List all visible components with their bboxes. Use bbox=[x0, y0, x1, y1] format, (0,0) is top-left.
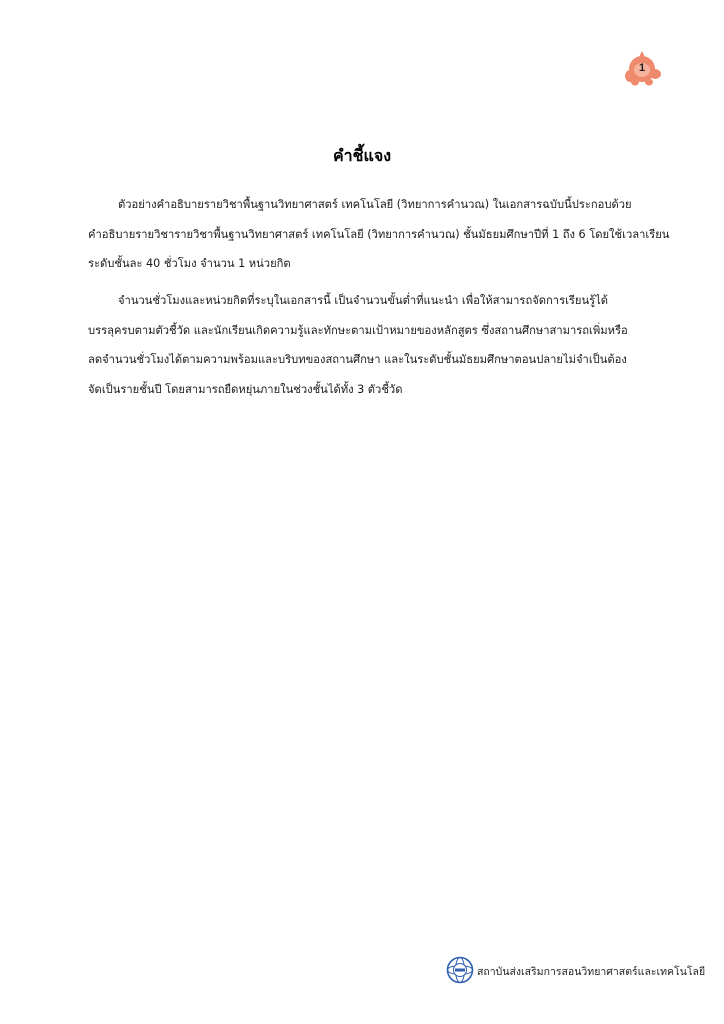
footer bbox=[446, 956, 706, 986]
footer-organization: สถาบันส่งเสริมการสอนวิทยาศาสตร์และเทคโนโลยี bbox=[477, 966, 706, 978]
paragraph-line: จำนวนชั่วโมงและหน่วยกิตที่ระบุในเอกสารนี้ เป็นจำนวนขั้นต่ำที่แนะนำ เพื่อให้สามารถจัดการเรียนรู้ได้ bbox=[118, 294, 609, 307]
paragraph-line: จัดเป็นรายชั้นปี โดยสามารถยืดหยุ่นภายในช่วงชั้นได้ทั้ง 3 ตัวชี้วัด bbox=[88, 382, 403, 396]
ipst-logo-icon bbox=[446, 956, 474, 984]
paragraph-line: คำอธิบายรายวิชารายวิชาพื้นฐานวิทยาศาสตร์ เทคโนโลยี (วิทยาการคำนวณ) ชั้นมัธยมศึกษาปีที่ 1 ถึง 6 โดยใช้เวลาเรียน bbox=[88, 227, 670, 241]
page-number-badge bbox=[622, 48, 668, 90]
page-number: 1 bbox=[638, 62, 646, 74]
intro-paragraph bbox=[88, 190, 680, 279]
paragraph-line: ระดับชั้นละ 40 ชั่วโมง จำนวน 1 หน่วยกิต bbox=[88, 257, 291, 270]
paragraph-line: บรรลุครบตามตัวชี้วัด และนักเรียนเกิดความรู้และทักษะตามเป้าหมายของหลักสูตร ซึ่งสถานศึกษาสามารถเพิ่มหรือ bbox=[88, 323, 628, 337]
paragraph-line: ตัวอย่างคำอธิบายรายวิชาพื้นฐานวิทยาศาสตร์ เทคโนโลยี (วิทยาการคำนวณ) ในเอกสารฉบับนี้ประกอบด้วย bbox=[118, 198, 632, 211]
document-title: คำชี้แจง bbox=[332, 146, 392, 165]
hours-paragraph bbox=[88, 286, 680, 404]
paragraph-line: ลดจำนวนชั่วโมงได้ตามความพร้อมและบริบทของสถานศึกษา และในระดับชั้นมัธยมศึกษาตอนปลายไม่จำเป็นต้อง bbox=[88, 353, 627, 366]
